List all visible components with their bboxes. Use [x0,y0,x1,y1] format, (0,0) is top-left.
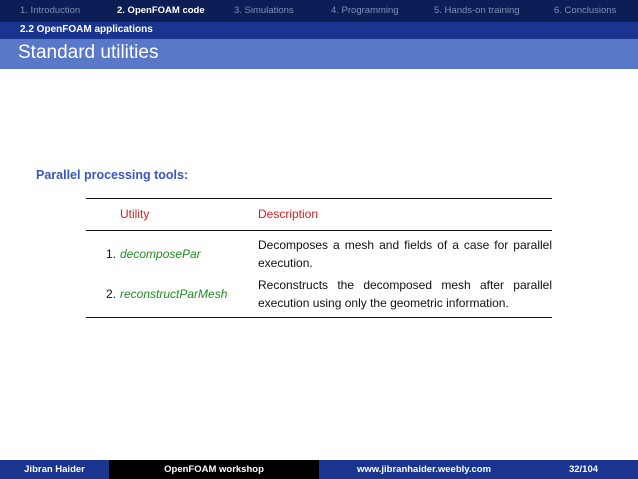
nav-item-openfoam-code[interactable]: 2. OpenFOAM code [117,5,205,16]
nav-item-hands-on-training[interactable]: 5. Hands-on training [434,5,520,16]
table-row [86,231,552,275]
footer-website: www.jibranhaider.weebly.com [319,460,529,479]
nav-item-simulations[interactable]: 3. Simulations [234,5,294,16]
slide-title: Standard utilities [18,42,159,63]
subsection-title[interactable]: 2.2 OpenFOAM applications [20,24,153,35]
footer-event: OpenFOAM workshop [109,460,319,479]
nav-item-conclusions[interactable]: 6. Conclusions [554,5,617,16]
nav-item-introduction[interactable]: 1. Introduction [20,5,81,16]
footer-bar [0,460,638,479]
utilities-table [86,198,552,318]
subsection-bar [0,22,638,39]
footer-page-number: 32/104 [529,460,638,479]
row-number: 1. [105,247,116,261]
table-header-row [86,199,552,231]
header-description: Description [258,199,552,231]
utility-name: decomposePar [120,247,201,261]
footer-author: Jibran Haider [0,460,109,479]
nav-item-programming[interactable]: 4. Programming [331,5,399,16]
utility-description: Decomposes a mesh and fields of a case for parallel execution. [258,238,552,270]
row-number: 2. [86,274,120,318]
header-number [86,199,120,231]
table-row [86,274,552,318]
utility-name: reconstructParMesh [120,274,258,318]
top-navigation [0,0,638,22]
slide-title-bar [0,39,638,69]
header-utility: Utility [120,199,258,231]
utility-description: Reconstructs the decomposed mesh after parallel execution using only the geometric information. [258,274,552,318]
section-heading: Parallel processing tools: [36,168,189,182]
